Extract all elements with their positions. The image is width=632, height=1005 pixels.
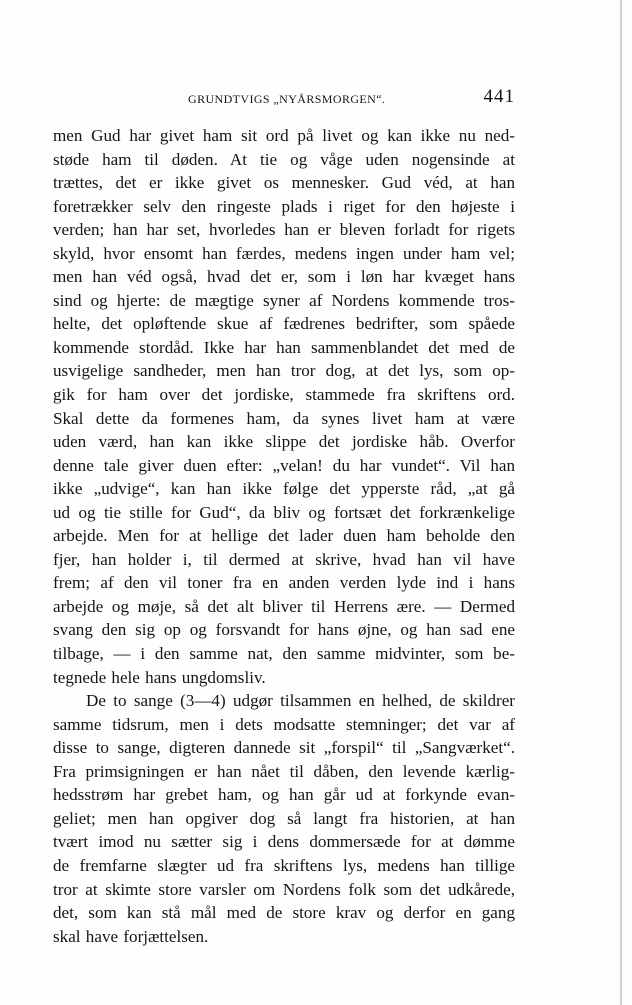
- paragraph-last-line: tegnede hele hans ungdomsliv.: [53, 667, 266, 687]
- text-line: fjer, han holder i, til dermed at skrive, hvad han vil have: [53, 549, 515, 569]
- text-line: tror at skimte store varsler om Nordens folk som det udkårede,: [53, 879, 515, 899]
- text-line: de fremfarne slægter ud fra skriftens lys, medens han tillige: [53, 855, 515, 875]
- text-line: geliet; men han opgiver dog så langt fra historien, at han: [53, 808, 515, 828]
- text-line: men han véd også, hvad det er, som i løn har kvæget hans: [53, 267, 515, 287]
- text-line: frem; af den vil toner fra en anden verden lyde ind i hans: [53, 573, 515, 593]
- running-title: GRUNDTVIGS „NYÅRSMORGEN“.: [188, 92, 386, 106]
- text-line: tilbage, — i den samme nat, den samme midvinter, som be-: [53, 644, 515, 664]
- text-line: gik for ham over det jordiske, stammede fra skriftens ord.: [53, 385, 515, 405]
- text-line: sind og hjerte: de mægtige syner af Nordens kommende tros-: [53, 290, 515, 310]
- text-line: Fra primsigningen er han nået til dåben, den levende kærlig-: [53, 761, 515, 781]
- text-line: det, som kan stå mål med de store krav og derfor en gang: [53, 903, 515, 923]
- text-line: usvigelige sandheder, men han tror dog, at det lys, som op-: [53, 361, 515, 381]
- text-line: denne tale giver duen efter: „velan! du har vundet“. Vil han: [53, 455, 515, 475]
- page-header: [53, 86, 515, 116]
- text-line: uden værd, han kan ikke slippe det jordiske håb. Overfor: [53, 432, 515, 452]
- text-line: hedsstrøm har grebet ham, og han går ud at forkynde evan-: [53, 785, 515, 805]
- page-edge: [620, 0, 622, 1005]
- text-line: helte, det opløftende skue af fædrenes bedrifter, som spåede: [53, 314, 515, 334]
- text-line: men Gud har givet ham sit ord på livet og kan ikke nu ned-: [53, 126, 515, 145]
- text-line: arbejde og møje, så det alt bliver til Herrens ære. — Dermed: [53, 596, 515, 616]
- text-line: svang den sig op og forsvandt for hans øjne, og han sad ene: [53, 620, 515, 640]
- text-line: verden; han har set, hvorledes han er bleven forladt for rigets: [53, 220, 515, 240]
- text-line: disse to sange, digteren dannede sit „forspil“ til „Sangværket“.: [53, 738, 515, 758]
- paragraph-first-line: De to sange (3—4) udgør tilsammen en helhed, de skildrer: [86, 691, 515, 711]
- text-line: arbejde. Men for at hellige det lader duen ham beholde den: [53, 526, 515, 546]
- text-line: støde ham til døden. At tie og våge uden nogensinde at: [53, 149, 515, 169]
- body-text: [53, 124, 515, 948]
- text-line: ikke „udvige“, kan han ikke følge det ypperste råd, „at gå: [53, 479, 515, 499]
- text-line: samme tidsrum, men i dets modsatte stemninger; det var af: [53, 714, 515, 734]
- text-line: tvært imod nu sætter sig i dens dommersæde for at dømme: [53, 832, 515, 852]
- text-line: trættes, det er ikke givet os mennesker. Gud véd, at han: [53, 173, 515, 193]
- text-line: Skal dette da formenes ham, da synes livet ham at være: [53, 408, 515, 428]
- text-line: ud og tie stille for Gud“, da bliv og fortsæt det forkrænkelige: [53, 502, 515, 522]
- paragraph-last-line: skal have forjættelsen.: [53, 926, 209, 946]
- text-line: skyld, hvor ensomt han færdes, medens ingen under ham vel;: [53, 243, 515, 263]
- page-number: 441: [483, 86, 515, 107]
- text-line: foretrækker selv den ringeste plads i riget for den højeste i: [53, 196, 515, 216]
- text-line: kommende stordåd. Ikke har han sammenblandet det med de: [53, 337, 515, 357]
